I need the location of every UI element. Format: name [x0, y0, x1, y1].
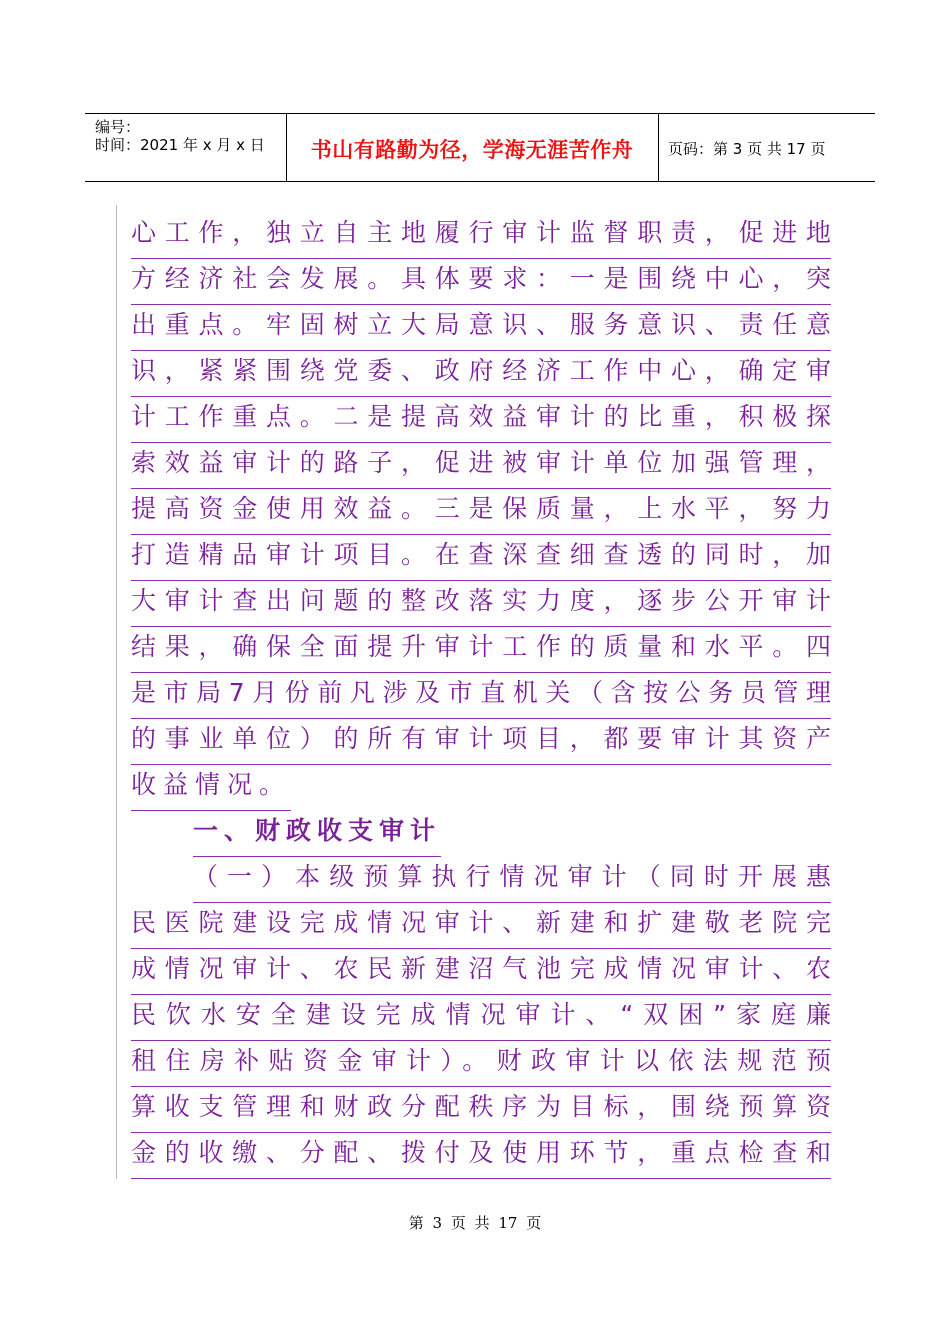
document-time-label: 时间：2021 年 x 月 x 日 — [95, 136, 265, 154]
header-page-label: 页码：第 3 页 共 17 页 — [668, 140, 826, 158]
body-line: 成情况审计、农民新建沼气池完成情况审计、农 — [131, 949, 831, 995]
body-line: 打造精品审计项目。在查深查细查透的同时，加 — [131, 535, 831, 581]
body-line: 结果，确保全面提升审计工作的质量和水平。四 — [131, 627, 831, 673]
body-line-last: 收益情况。 — [131, 765, 291, 811]
page-footer: 第 3 页 共 17 页 — [408, 1214, 542, 1232]
body-line: 心工作，独立自主地履行审计监督职责，促进地 — [131, 213, 831, 259]
body-line: 算收支管理和财政分配秩序为目标，围绕预算资 — [131, 1087, 831, 1133]
body-line: 索效益审计的路子，促进被审计单位加强管理， — [131, 443, 831, 489]
document-number-label: 编号： — [95, 118, 141, 136]
section-heading: 一、财政收支审计 — [193, 811, 441, 857]
body-line: 民医院建设完成情况审计、新建和扩建敬老院完 — [131, 903, 831, 949]
left-margin-rule — [116, 205, 117, 1179]
body-line: 出重点。牢固树立大局意识、服务意识、责任意 — [131, 305, 831, 351]
header-top-rule — [85, 113, 875, 114]
body-line: 识，紧紧围绕党委、政府经济工作中心，确定审 — [131, 351, 831, 397]
body-line: 租住房补贴资金审计）。财政审计以依法规范预 — [131, 1041, 831, 1087]
header-motto: 书山有路勤为径，学海无涯苦作舟 — [310, 138, 634, 162]
body-line: 金的收缴、分配、拨付及使用环节，重点检查和 — [131, 1133, 831, 1179]
body-line: 是市局7月份前凡涉及市直机关（含按公务员管理 — [131, 673, 831, 719]
body-line: 方经济社会发展。具体要求：一是围绕中心，突 — [131, 259, 831, 305]
body-line: 提高资金使用效益。三是保质量，上水平，努力 — [131, 489, 831, 535]
body-line: 大审计查出问题的整改落实力度，逐步公开审计 — [131, 581, 831, 627]
body-line-indented: （一）本级预算执行情况审计（同时开展惠 — [193, 857, 831, 903]
header-bottom-rule — [85, 181, 875, 182]
header-divider-right — [658, 113, 659, 181]
body-line: 计工作重点。二是提高效益审计的比重，积极探 — [131, 397, 831, 443]
body-line: 的事业单位）的所有审计项目，都要审计其资产 — [131, 719, 831, 765]
body-line: 民饮水安全建设完成情况审计、“双困”家庭廉 — [131, 995, 831, 1041]
